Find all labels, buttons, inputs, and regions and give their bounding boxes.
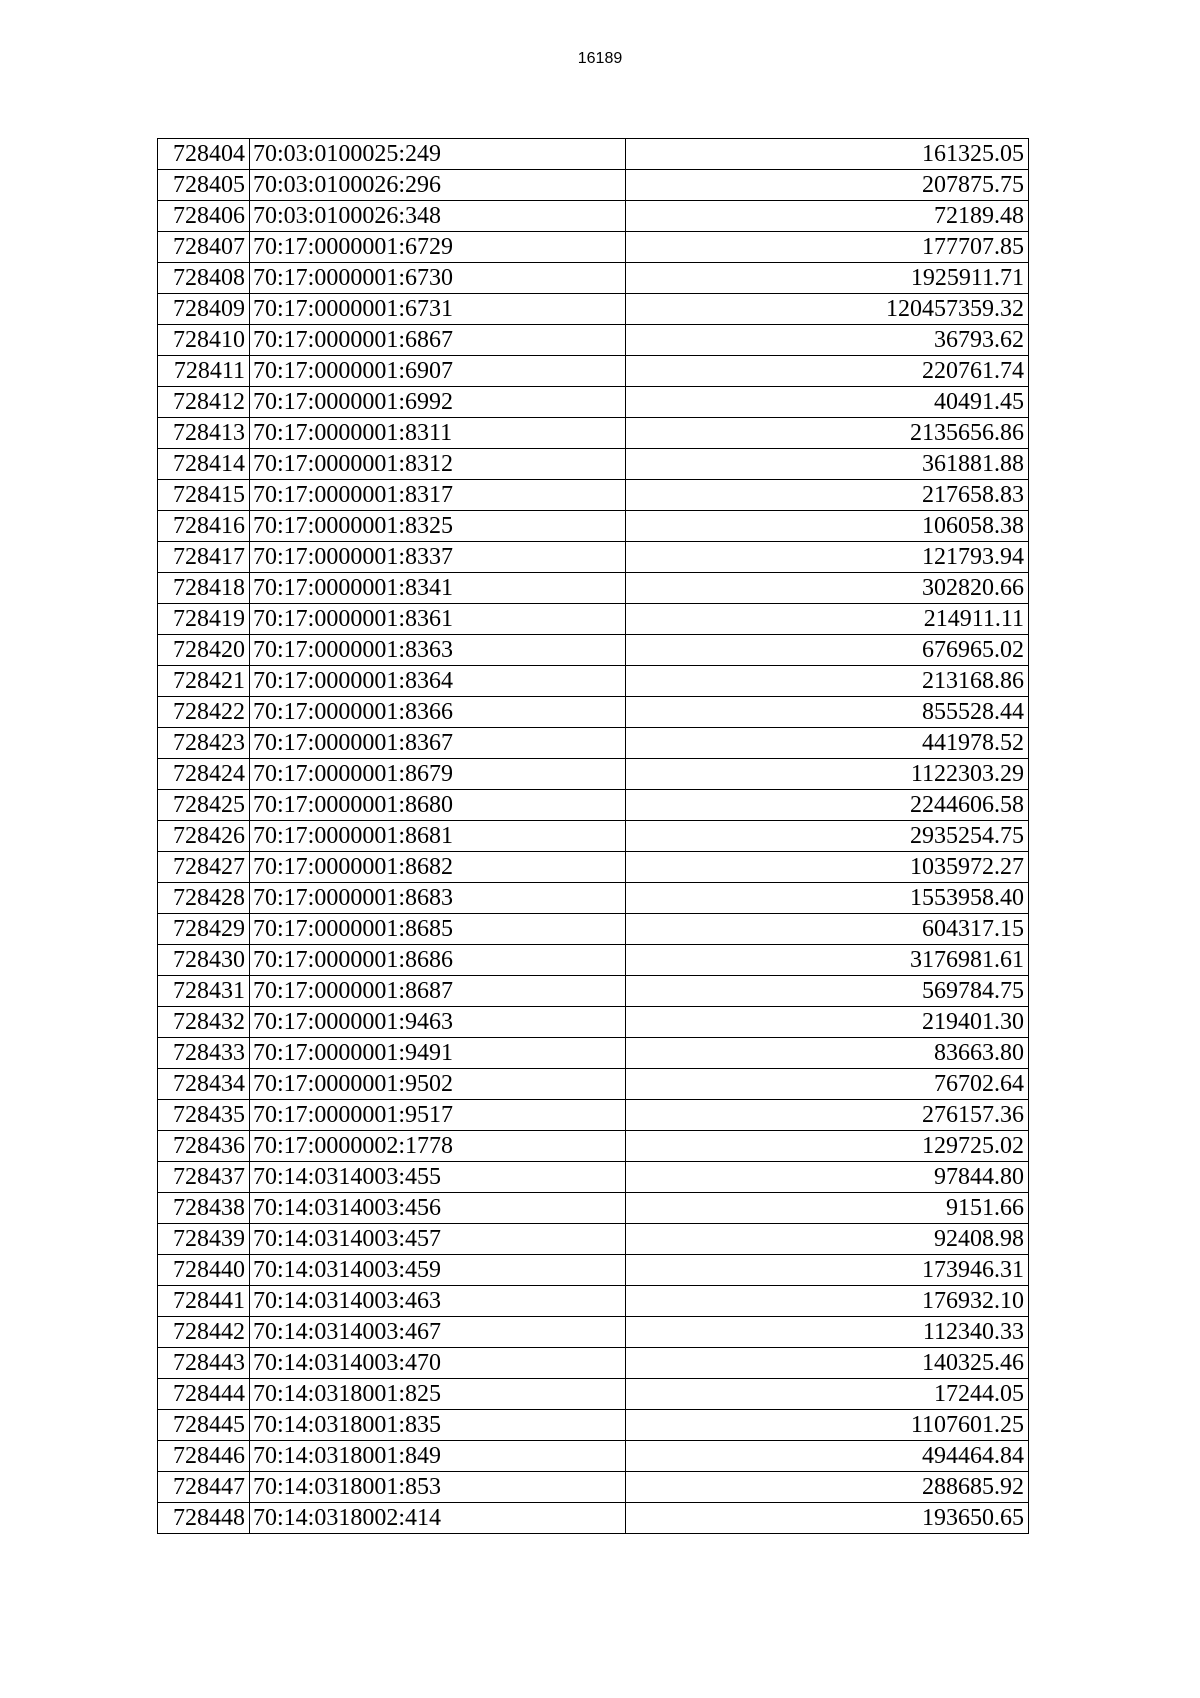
amount-cell: 213168.86 <box>626 666 1029 697</box>
row-number-cell: 728436 <box>158 1131 250 1162</box>
cadastral-number-cell: 70:03:0100026:348 <box>250 201 626 232</box>
row-number-cell: 728421 <box>158 666 250 697</box>
cadastral-number-cell: 70:14:0314003:459 <box>250 1255 626 1286</box>
table-row <box>158 1503 1029 1534</box>
amount-cell: 76702.64 <box>626 1069 1029 1100</box>
cadastral-number-cell: 70:17:0000001:8367 <box>250 728 626 759</box>
cadastral-number-cell: 70:17:0000001:6731 <box>250 294 626 325</box>
table-row <box>158 1224 1029 1255</box>
table-row <box>158 1131 1029 1162</box>
table-row <box>158 883 1029 914</box>
table-row <box>158 1472 1029 1503</box>
row-number-cell: 728446 <box>158 1441 250 1472</box>
amount-cell: 112340.33 <box>626 1317 1029 1348</box>
cadastral-number-cell: 70:14:0314003:456 <box>250 1193 626 1224</box>
amount-cell: 855528.44 <box>626 697 1029 728</box>
table-row <box>158 1007 1029 1038</box>
table-row <box>158 449 1029 480</box>
table-row <box>158 1193 1029 1224</box>
amount-cell: 161325.05 <box>626 139 1029 170</box>
amount-cell: 676965.02 <box>626 635 1029 666</box>
table-row <box>158 511 1029 542</box>
amount-cell: 604317.15 <box>626 914 1029 945</box>
amount-cell: 72189.48 <box>626 201 1029 232</box>
row-number-cell: 728439 <box>158 1224 250 1255</box>
amount-cell: 83663.80 <box>626 1038 1029 1069</box>
table-row <box>158 418 1029 449</box>
amount-cell: 140325.46 <box>626 1348 1029 1379</box>
row-number-cell: 728428 <box>158 883 250 914</box>
table-row <box>158 294 1029 325</box>
amount-cell: 569784.75 <box>626 976 1029 1007</box>
amount-cell: 1925911.71 <box>626 263 1029 294</box>
cadastral-number-cell: 70:17:0000001:8680 <box>250 790 626 821</box>
cadastral-number-cell: 70:17:0000001:8682 <box>250 852 626 883</box>
row-number-cell: 728426 <box>158 821 250 852</box>
row-number-cell: 728407 <box>158 232 250 263</box>
cadastral-number-cell: 70:14:0318001:825 <box>250 1379 626 1410</box>
row-number-cell: 728417 <box>158 542 250 573</box>
table-row <box>158 263 1029 294</box>
cadastral-number-cell: 70:17:0000001:8341 <box>250 573 626 604</box>
amount-cell: 441978.52 <box>626 728 1029 759</box>
amount-cell: 173946.31 <box>626 1255 1029 1286</box>
row-number-cell: 728435 <box>158 1100 250 1131</box>
amount-cell: 217658.83 <box>626 480 1029 511</box>
cadastral-number-cell: 70:17:0000001:8325 <box>250 511 626 542</box>
data-table <box>157 138 1029 1534</box>
table-row <box>158 635 1029 666</box>
table-row <box>158 697 1029 728</box>
row-number-cell: 728448 <box>158 1503 250 1534</box>
cadastral-number-cell: 70:17:0000001:8363 <box>250 635 626 666</box>
row-number-cell: 728437 <box>158 1162 250 1193</box>
table-row <box>158 1069 1029 1100</box>
table-row <box>158 1162 1029 1193</box>
table-row <box>158 945 1029 976</box>
row-number-cell: 728414 <box>158 449 250 480</box>
cadastral-number-cell: 70:14:0318001:853 <box>250 1472 626 1503</box>
amount-cell: 288685.92 <box>626 1472 1029 1503</box>
row-number-cell: 728445 <box>158 1410 250 1441</box>
table-row <box>158 1255 1029 1286</box>
row-number-cell: 728438 <box>158 1193 250 1224</box>
table-row <box>158 604 1029 635</box>
amount-cell: 220761.74 <box>626 356 1029 387</box>
cadastral-number-cell: 70:17:0000001:6907 <box>250 356 626 387</box>
amount-cell: 1035972.27 <box>626 852 1029 883</box>
table-row <box>158 1317 1029 1348</box>
cadastral-number-cell: 70:17:0000001:8364 <box>250 666 626 697</box>
cadastral-number-cell: 70:14:0318002:414 <box>250 1503 626 1534</box>
amount-cell: 40491.45 <box>626 387 1029 418</box>
page-number: 16189 <box>577 50 623 67</box>
row-number-cell: 728431 <box>158 976 250 1007</box>
row-number-cell: 728444 <box>158 1379 250 1410</box>
cadastral-number-cell: 70:17:0000001:8366 <box>250 697 626 728</box>
amount-cell: 1553958.40 <box>626 883 1029 914</box>
row-number-cell: 728415 <box>158 480 250 511</box>
row-number-cell: 728423 <box>158 728 250 759</box>
cadastral-number-cell: 70:17:0000001:8361 <box>250 604 626 635</box>
cadastral-number-cell: 70:17:0000001:8687 <box>250 976 626 1007</box>
table-row <box>158 1379 1029 1410</box>
row-number-cell: 728430 <box>158 945 250 976</box>
row-number-cell: 728406 <box>158 201 250 232</box>
cadastral-number-cell: 70:17:0000001:8317 <box>250 480 626 511</box>
row-number-cell: 728420 <box>158 635 250 666</box>
cadastral-number-cell: 70:14:0314003:463 <box>250 1286 626 1317</box>
cadastral-number-cell: 70:17:0000001:6867 <box>250 325 626 356</box>
table-row <box>158 852 1029 883</box>
data-table-container <box>157 138 1029 1534</box>
table-row <box>158 139 1029 170</box>
table-row <box>158 1286 1029 1317</box>
cadastral-number-cell: 70:14:0314003:470 <box>250 1348 626 1379</box>
table-row <box>158 759 1029 790</box>
table-row <box>158 232 1029 263</box>
row-number-cell: 728447 <box>158 1472 250 1503</box>
table-row <box>158 1038 1029 1069</box>
row-number-cell: 728422 <box>158 697 250 728</box>
amount-cell: 106058.38 <box>626 511 1029 542</box>
row-number-cell: 728443 <box>158 1348 250 1379</box>
cadastral-number-cell: 70:14:0318001:835 <box>250 1410 626 1441</box>
table-row <box>158 356 1029 387</box>
amount-cell: 129725.02 <box>626 1131 1029 1162</box>
cadastral-number-cell: 70:14:0314003:455 <box>250 1162 626 1193</box>
cadastral-number-cell: 70:17:0000001:8681 <box>250 821 626 852</box>
table-row <box>158 790 1029 821</box>
cadastral-number-cell: 70:17:0000001:6992 <box>250 387 626 418</box>
cadastral-number-cell: 70:17:0000001:9502 <box>250 1069 626 1100</box>
amount-cell: 276157.36 <box>626 1100 1029 1131</box>
table-row <box>158 976 1029 1007</box>
amount-cell: 193650.65 <box>626 1503 1029 1534</box>
cadastral-number-cell: 70:17:0000001:8679 <box>250 759 626 790</box>
cadastral-number-cell: 70:14:0314003:457 <box>250 1224 626 1255</box>
row-number-cell: 728440 <box>158 1255 250 1286</box>
row-number-cell: 728419 <box>158 604 250 635</box>
amount-cell: 219401.30 <box>626 1007 1029 1038</box>
amount-cell: 2135656.86 <box>626 418 1029 449</box>
cadastral-number-cell: 70:17:0000001:9517 <box>250 1100 626 1131</box>
row-number-cell: 728427 <box>158 852 250 883</box>
amount-cell: 2244606.58 <box>626 790 1029 821</box>
amount-cell: 177707.85 <box>626 232 1029 263</box>
amount-cell: 9151.66 <box>626 1193 1029 1224</box>
cadastral-number-cell: 70:17:0000001:8337 <box>250 542 626 573</box>
amount-cell: 361881.88 <box>626 449 1029 480</box>
amount-cell: 36793.62 <box>626 325 1029 356</box>
row-number-cell: 728411 <box>158 356 250 387</box>
table-row <box>158 573 1029 604</box>
amount-cell: 176932.10 <box>626 1286 1029 1317</box>
table-row <box>158 201 1029 232</box>
cadastral-number-cell: 70:03:0100025:249 <box>250 139 626 170</box>
table-row <box>158 1348 1029 1379</box>
amount-cell: 120457359.32 <box>626 294 1029 325</box>
table-row <box>158 914 1029 945</box>
cadastral-number-cell: 70:17:0000001:8686 <box>250 945 626 976</box>
cadastral-number-cell: 70:17:0000001:8685 <box>250 914 626 945</box>
cadastral-number-cell: 70:17:0000001:6729 <box>250 232 626 263</box>
table-row <box>158 666 1029 697</box>
table-row <box>158 1441 1029 1472</box>
row-number-cell: 728434 <box>158 1069 250 1100</box>
table-row <box>158 480 1029 511</box>
row-number-cell: 728425 <box>158 790 250 821</box>
cadastral-number-cell: 70:14:0314003:467 <box>250 1317 626 1348</box>
row-number-cell: 728442 <box>158 1317 250 1348</box>
amount-cell: 97844.80 <box>626 1162 1029 1193</box>
cadastral-number-cell: 70:17:0000001:8312 <box>250 449 626 480</box>
amount-cell: 1107601.25 <box>626 1410 1029 1441</box>
amount-cell: 494464.84 <box>626 1441 1029 1472</box>
table-row <box>158 542 1029 573</box>
table-row <box>158 1100 1029 1131</box>
table-row <box>158 387 1029 418</box>
amount-cell: 121793.94 <box>626 542 1029 573</box>
amount-cell: 17244.05 <box>626 1379 1029 1410</box>
cadastral-number-cell: 70:03:0100026:296 <box>250 170 626 201</box>
cadastral-number-cell: 70:17:0000001:8311 <box>250 418 626 449</box>
row-number-cell: 728405 <box>158 170 250 201</box>
row-number-cell: 728412 <box>158 387 250 418</box>
amount-cell: 3176981.61 <box>626 945 1029 976</box>
amount-cell: 302820.66 <box>626 573 1029 604</box>
table-row <box>158 170 1029 201</box>
row-number-cell: 728409 <box>158 294 250 325</box>
amount-cell: 207875.75 <box>626 170 1029 201</box>
row-number-cell: 728413 <box>158 418 250 449</box>
cadastral-number-cell: 70:17:0000001:9463 <box>250 1007 626 1038</box>
cadastral-number-cell: 70:17:0000001:8683 <box>250 883 626 914</box>
table-row <box>158 728 1029 759</box>
amount-cell: 92408.98 <box>626 1224 1029 1255</box>
row-number-cell: 728416 <box>158 511 250 542</box>
cadastral-number-cell: 70:17:0000001:9491 <box>250 1038 626 1069</box>
row-number-cell: 728410 <box>158 325 250 356</box>
row-number-cell: 728433 <box>158 1038 250 1069</box>
cadastral-number-cell: 70:17:0000002:1778 <box>250 1131 626 1162</box>
cadastral-number-cell: 70:17:0000001:6730 <box>250 263 626 294</box>
row-number-cell: 728424 <box>158 759 250 790</box>
cadastral-number-cell: 70:14:0318001:849 <box>250 1441 626 1472</box>
row-number-cell: 728441 <box>158 1286 250 1317</box>
row-number-cell: 728432 <box>158 1007 250 1038</box>
row-number-cell: 728429 <box>158 914 250 945</box>
table-row <box>158 1410 1029 1441</box>
row-number-cell: 728418 <box>158 573 250 604</box>
table-body <box>158 139 1029 1534</box>
row-number-cell: 728408 <box>158 263 250 294</box>
table-row <box>158 325 1029 356</box>
amount-cell: 2935254.75 <box>626 821 1029 852</box>
table-row <box>158 821 1029 852</box>
amount-cell: 214911.11 <box>626 604 1029 635</box>
row-number-cell: 728404 <box>158 139 250 170</box>
amount-cell: 1122303.29 <box>626 759 1029 790</box>
